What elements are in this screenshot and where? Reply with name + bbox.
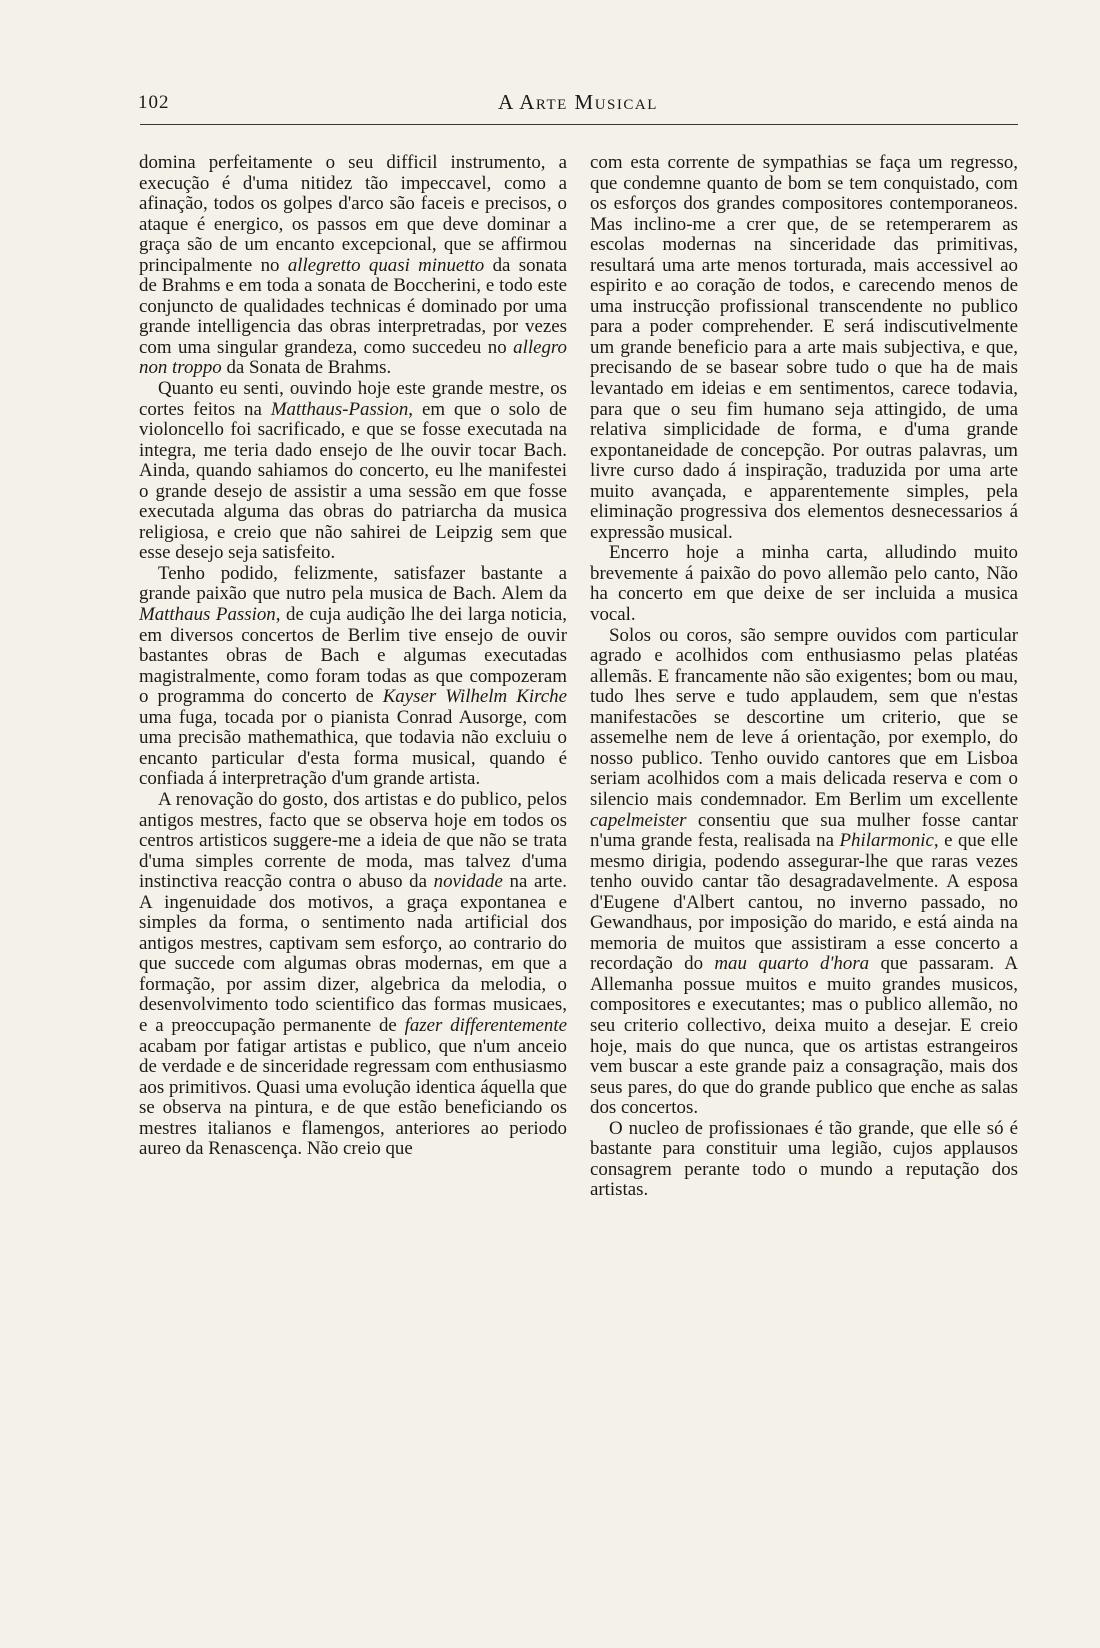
paragraph: [139, 790, 567, 1160]
italic-run: capelmeister: [590, 809, 687, 831]
italic-run: allegro non troppo: [139, 336, 567, 379]
text-run: consentiu que sua mulher fosse cantar n'uma grande festa, realisada na: [590, 809, 1018, 852]
italic-run: Kayser Wilhelm Kirche: [382, 686, 567, 708]
italic-run: allegretto quasi minuetto: [287, 254, 485, 276]
paragraph: [139, 153, 567, 379]
left-text-column: [139, 153, 567, 1160]
text-run: , e que elle mesmo dirigia, podendo assegurar-lhe que raras vezes tenho ouvido cantar tão desagradavelmente. A esposa d'Eugene d'Albert cantou, no inverno passado, no Gewandhaus, por imposição do marido, e está ainda na memoria de muitos que assistiram a esse concerto a recordação do: [590, 830, 1018, 975]
journal-title: A Arte Musical: [498, 90, 658, 114]
italic-run: novidade: [433, 871, 503, 893]
paragraph: [590, 153, 1018, 543]
italic-run: fazer differentemente: [404, 1014, 567, 1036]
text-run: O nucleo de profissionaes é tão grande, que elle só é bastante para constituir uma legião, cujos applausos consagrem perante todo o mundo a reputação dos artistas.: [590, 1117, 1018, 1201]
text-run: da sonata de Brahms e em toda a sonata de Boccherini, e todo este conjuncto de qualidades technicas é dominado por uma grande intelligencia das obras interpretradas, por vezes com uma singular grandeza, como succedeu no: [139, 254, 567, 358]
text-run: que passaram. A Allemanha possue muitos e muito grandes musicos, compositores e executantes; mas o publico allemão, no seu criterio collectivo, deixa muito a desejar. E creio hoje, mais do que nunca, que os artistas estrangeiros vem buscar a este grande paiz a consagração, mais dos seus pares, do que do grande publico que enche as salas dos concertos.: [590, 953, 1018, 1119]
text-run: da Sonata de Brahms.: [221, 357, 392, 379]
header-rule: [140, 124, 1018, 125]
paragraph: [590, 1119, 1018, 1201]
text-run: domina perfeitamente o seu difficil instrumento, a execução é d'uma nitidez tão impeccavel, como a afinação, todos os golpes d'arco são faceis e precisos, o ataque é energico, os passos em que deve dominar a graça são de um encanto excepcional, que se affirmou principalmente no: [139, 152, 567, 276]
text-run: uma fuga, tocada por o pianista Conrad Ausorge, com uma precisão mathemathica, que todavia não excluiu o encanto particular d'esta forma musical, quando é confiada á interpretração d'um grande artista.: [139, 706, 567, 790]
paragraph: [139, 564, 567, 790]
text-run: Solos ou coros, são sempre ouvidos com particular agrado e acolhidos com enthusiasmo pelas platéas allemãs. E francamente não são exigentes; bom ou mau, tudo lhes serve e tudo applaudem, sem que n'estas manifestacões se descortine um criterio, que se assemelhe nem de leve á orientação, por exemplo, do nosso publico. Tenho ouvido cantores que em Lisboa seriam acolhidos com a mais delicada reserva e com o silencio mais condemnador. Em Berlim um excellente: [590, 624, 1018, 810]
page-number: 102: [138, 92, 170, 113]
text-run: com esta corrente de sympathias se faça um regresso, que condemne quanto de bom se tem conquistado, com os esforços dos grandes compositores contemporaneos. Mas inclino-me a crer que, de se retemperarem as escolas modernas na sinceridade das primitivas, resultará uma arte menos torturada, mais accessivel ao espirito e ao coração de todos, e carecendo menos de uma instrucção profissional transcendente no publico para a poder comprehender. E será indiscutivelmente um grande beneficio para a arte mais subjectiva, e que, precisando de se basear sobre tudo o que ha de mais levantado em ideias e em sentimentos, carece todavia, para que o seu fim humano seja attingido, de uma relativa simplicidade de forma, e d'uma grande expontaneidade de concepção. Por outras palavras, um livre curso dado á inspiração, traduzida por uma arte muito avançada, e apparentemente simples, pela eliminação progressiva dos elementos desnecessarios á expressão musical.: [590, 152, 1018, 543]
paragraph: [139, 379, 567, 564]
text-run: Tenho podido, felizmente, satisfazer bastante a grande paixão que nutro pela musica de Bach. Alem da: [139, 562, 567, 605]
running-head: [138, 88, 1018, 122]
text-run: A renovação do gosto, dos artistas e do publico, pelos antigos mestres, facto que se observa hoje em todos os centros artisticos suggere-me a ideia de que não se trata d'uma simples corrente de moda, mas talvez d'uma instinctiva reacção contra o abuso da: [139, 788, 567, 893]
italic-run: Philarmonic: [839, 830, 934, 852]
text-run: acabam por fatigar artistas e publico, que n'um anceio de verdade e de sinceridade regressam com enthusiasmo aos primitivos. Quasi uma evolução identica áquella que se observa na pintura, e de que estão beneficiando os mestres italianos e flamengos, anteriores ao periodo aureo da Renascença. Não creio que: [139, 1035, 567, 1160]
right-text-column: [590, 153, 1018, 1201]
text-run: , em que o solo de violoncello foi sacrificado, e que se fosse executada na integra, me teria dado ensejo de lhe ouvir tocar Bach. Ainda, quando sahiamos do concerto, eu lhe manifestei o grande desejo de assistir a uma sessão em que fosse executada alguma das obras do patriarcha da musica religiosa, e creio que não sahirei de Leipzig sem que esse desejo seja satisfeito.: [139, 398, 567, 564]
text-run: Encerro hoje a minha carta, alludindo muito brevemente á paixão do povo allemão pelo canto, Não ha concerto em que deixe de ser incluida a musica vocal.: [590, 542, 1018, 626]
italic-run: Matthaus-Passion: [270, 398, 409, 420]
text-run: na arte. A ingenuidade dos motivos, a graça expontanea e simples da forma, o sentimento nada artificial dos antigos mestres, captivam sem esforço, ao contrario do que succede com algumas obras modernas, em que a formação, por assim dizer, algebrica da melodia, o desenvolvimento todo scientifico das formas musicaes, e a preoccupação permanente de: [139, 871, 567, 1036]
text-run: , de cuja audição lhe dei larga noticia, em diversos concertos de Berlim tive ensejo de ouvir bastantes obras de Bach e algumas executadas magistralmente, como foram todas as que compozeram o programma do concerto de: [139, 604, 568, 708]
paragraph: [590, 626, 1018, 1119]
paragraph: [590, 543, 1018, 625]
text-run: Quanto eu senti, ouvindo hoje este grande mestre, os cortes feitos na: [139, 378, 567, 420]
italic-run: Matthaus Passion: [139, 604, 276, 626]
italic-run: mau quarto d'hora: [714, 953, 870, 975]
